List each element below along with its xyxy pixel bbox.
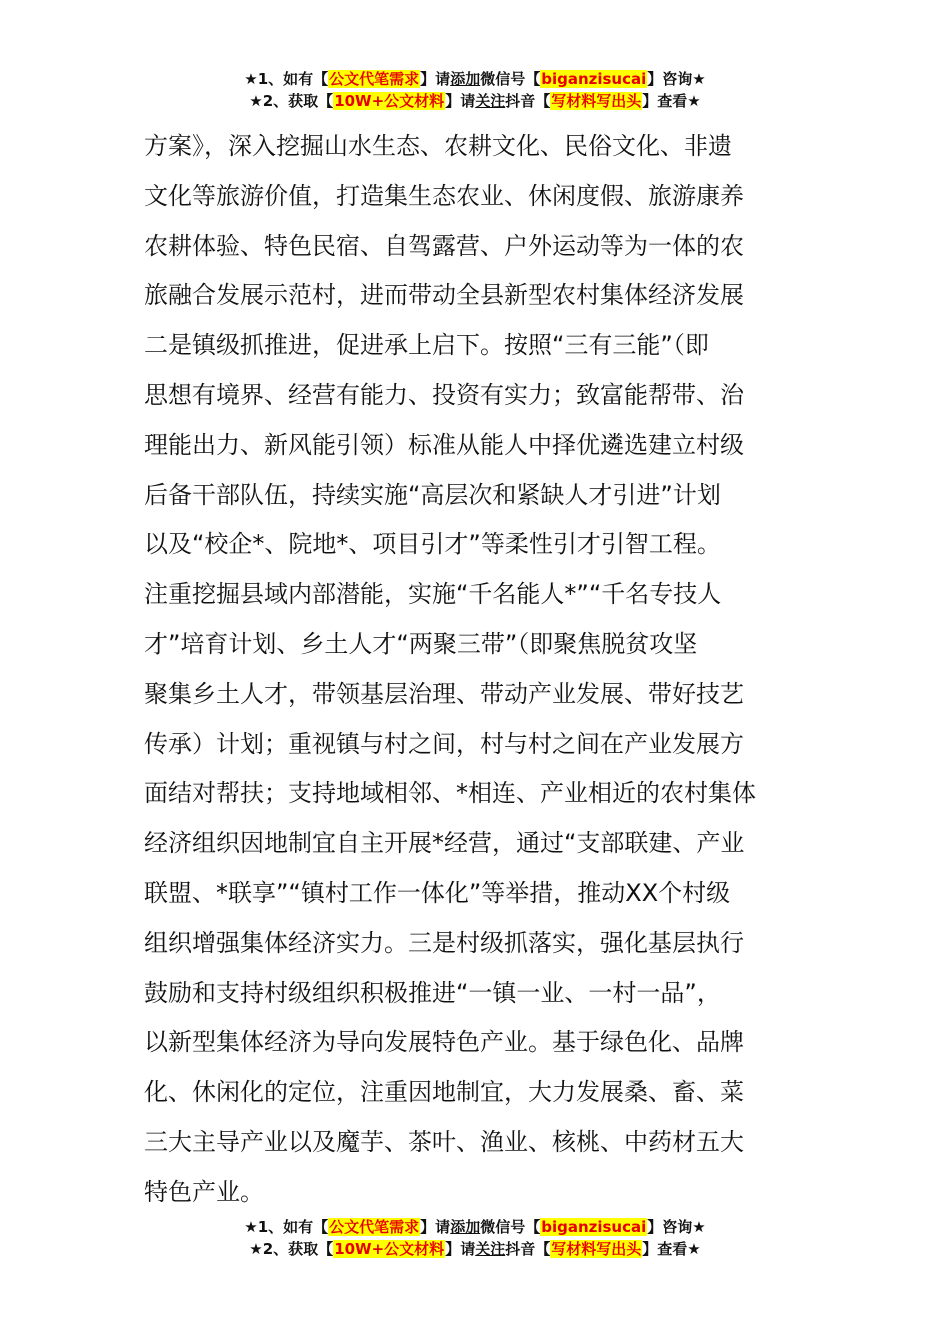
- body-line: 方案》，深入挖掘山水生态、农耕文化、民俗文化、非遗: [144, 132, 732, 160]
- header-banner-line-2: ★2、获取【10W+公文材料】请关注抖音【写材料写出头】查看★: [249, 92, 701, 110]
- body-line: 文化等旅游价值，打造集生态农业、休闲度假、旅游康养: [144, 181, 744, 210]
- header-banner-line-1: ★1、如有【公文代笔需求】请添加微信号【biganzisucai】咨询★: [244, 70, 706, 88]
- footer-banner: [0, 1216, 950, 1260]
- body-line: 后备干部队伍，持续实施“高层次和紧缺人才引进”计划: [144, 480, 721, 509]
- body-line: 组织增强集体经济实力。三是村级抓落实，强化基层执行: [144, 928, 744, 957]
- ghostwriting-highlight: 公文代笔需求: [329, 1218, 420, 1236]
- body-line: 面结对帮扶；支持地域相邻、*相连、产业相近的农村集体: [144, 779, 756, 808]
- header-banner: [0, 68, 950, 112]
- materials-highlight: 10W+公文材料: [334, 92, 445, 110]
- body-line: 化、休闲化的定位，注重因地制宜，大力发展桑、畜、菜: [144, 1078, 744, 1107]
- body-line: 以及“校企*、院地*、项目引才”等柔性引才引智工程。: [144, 530, 721, 559]
- body-line: 注重挖掘县域内部潜能，实施“千名能人*”“千名专技人: [144, 580, 722, 609]
- body-line: 思想有境界、经营有能力、投资有实力；致富能帮带、治: [144, 380, 744, 409]
- body-line: 聚集乡土人才，带领基层治理、带动产业发展、带好技艺: [144, 679, 744, 708]
- wechat-id-highlight: biganzisucai: [541, 1218, 647, 1236]
- douyin-account-highlight: 写材料写出头: [551, 92, 642, 110]
- document-body: [144, 122, 809, 1218]
- body-line: 经济组织因地制宜自主开展*经营，通过“支部联建、产业: [144, 829, 745, 858]
- wechat-id-highlight: biganzisucai: [541, 70, 647, 88]
- footer-banner-line-1: ★1、如有【公文代笔需求】请添加微信号【biganzisucai】咨询★: [244, 1218, 706, 1236]
- body-line: 理能出力、新风能引领）标准从能人中择优遴选建立村级: [144, 430, 744, 459]
- body-line: 特色产业。: [144, 1177, 264, 1206]
- body-line: 以新型集体经济为导向发展特色产业。基于绿色化、品牌: [144, 1028, 744, 1057]
- body-line: 才”培育计划、乡土人才“两聚三带”（即聚焦脱贫攻坚: [144, 629, 698, 658]
- ghostwriting-highlight: 公文代笔需求: [329, 70, 420, 88]
- body-line: 二是镇级抓推进，促进承上启下。按照“三有三能”（即: [144, 331, 709, 360]
- body-line: 鼓励和支持村级组织积极推进“一镇一业、一村一品”，: [144, 978, 721, 1007]
- materials-highlight: 10W+公文材料: [334, 1240, 445, 1258]
- body-line: 三大主导产业以及魔芋、茶叶、渔业、核桃、中药材五大: [144, 1127, 744, 1156]
- footer-banner-line-2: ★2、获取【10W+公文材料】请关注抖音【写材料写出头】查看★: [249, 1240, 701, 1258]
- body-line: 传承）计划；重视镇与村之间，村与村之间在产业发展方: [144, 729, 744, 758]
- body-line: 联盟、*联享”“镇村工作一体化”等举措，推动XX个村级: [144, 878, 731, 907]
- body-line: 农耕体验、特色民宿、自驾露营、户外运动等为一体的农: [144, 231, 744, 260]
- body-line: 旅融合发展示范村，进而带动全县新型农村集体经济发展: [144, 281, 744, 310]
- douyin-account-highlight: 写材料写出头: [551, 1240, 642, 1258]
